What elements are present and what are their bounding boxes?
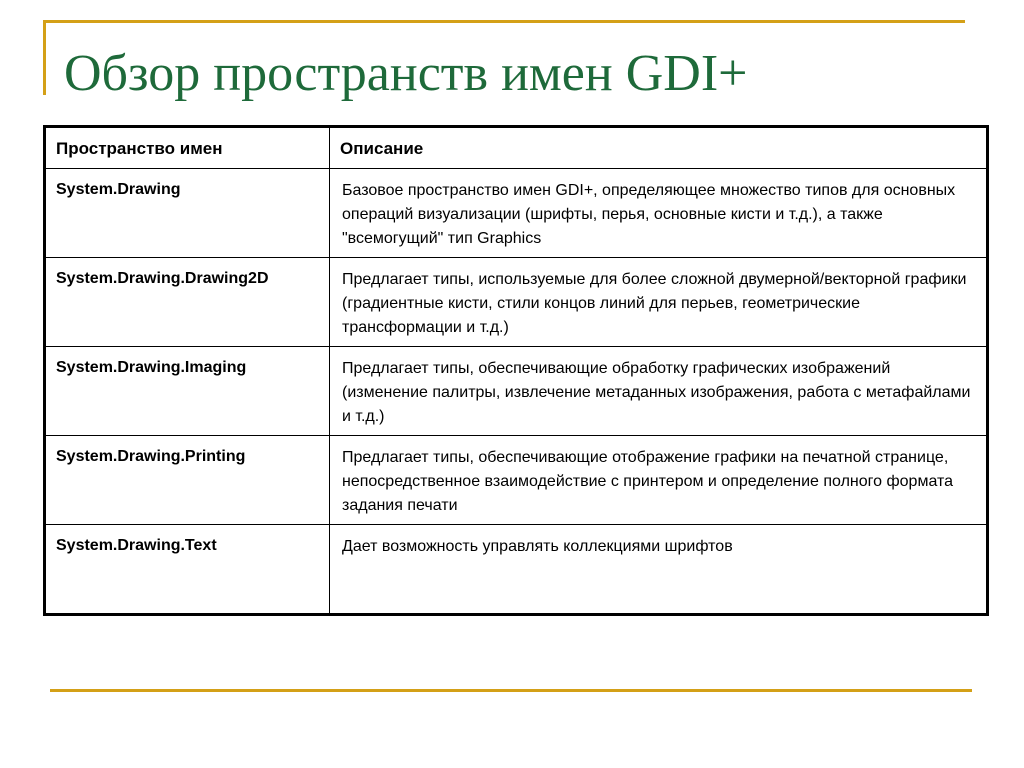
namespace-cell (45, 258, 330, 347)
table-row (45, 525, 988, 615)
namespace-cell (45, 436, 330, 525)
namespace-cell (45, 347, 330, 436)
table-row (45, 169, 988, 258)
table-row (45, 258, 988, 347)
description-cell (330, 169, 988, 258)
namespace-name: System.Drawing.Printing (56, 448, 246, 465)
bottom-accent-line (50, 689, 972, 692)
namespace-name: System.Drawing (56, 181, 181, 198)
namespace-cell (45, 169, 330, 258)
description-cell (330, 258, 988, 347)
left-accent-line (43, 20, 46, 95)
description-cell (330, 525, 988, 615)
table-row (45, 436, 988, 525)
namespace-description: Предлагает типы, обеспечивающие обработку графических изображений (изменение палитры, извлечение метаданных изображения, работа с метафайлами и т.д.) (342, 360, 971, 425)
namespace-description: Предлагает типы, обеспечивающие отображение графики на печатной странице, непосредственное взаимодействие с принтером и определение полного формата задания печати (342, 449, 954, 514)
top-accent-line (43, 20, 965, 23)
table-header-row (45, 127, 988, 169)
namespace-table (43, 125, 989, 616)
description-cell (330, 347, 988, 436)
header-description: Описание (340, 139, 424, 158)
namespace-description: Предлагает типы, используемые для более сложной двумерной/векторной графики (градиентные кисти, стили концов линий для перьев, геометрические трансформации и т.д.) (342, 271, 967, 336)
table-row (45, 347, 988, 436)
header-description-cell (330, 127, 988, 169)
namespace-description: Базовое пространство имен GDI+, определяющее множество типов для основных операций визуализации (шрифты, перья, основные кисти и т.д.), а также "всемогущий" тип Graphics (342, 182, 956, 247)
namespace-cell (45, 525, 330, 615)
description-cell (330, 436, 988, 525)
namespace-name: System.Drawing.Drawing2D (56, 270, 269, 287)
namespace-name: System.Drawing.Text (56, 537, 217, 554)
header-namespace: Пространство имен (56, 139, 223, 158)
slide-title: Обзор пространств имен GDI+ (64, 45, 748, 102)
header-namespace-cell (45, 127, 330, 169)
namespace-description: Дает возможность управлять коллекциями шрифтов (342, 538, 733, 555)
namespace-name: System.Drawing.Imaging (56, 359, 247, 376)
